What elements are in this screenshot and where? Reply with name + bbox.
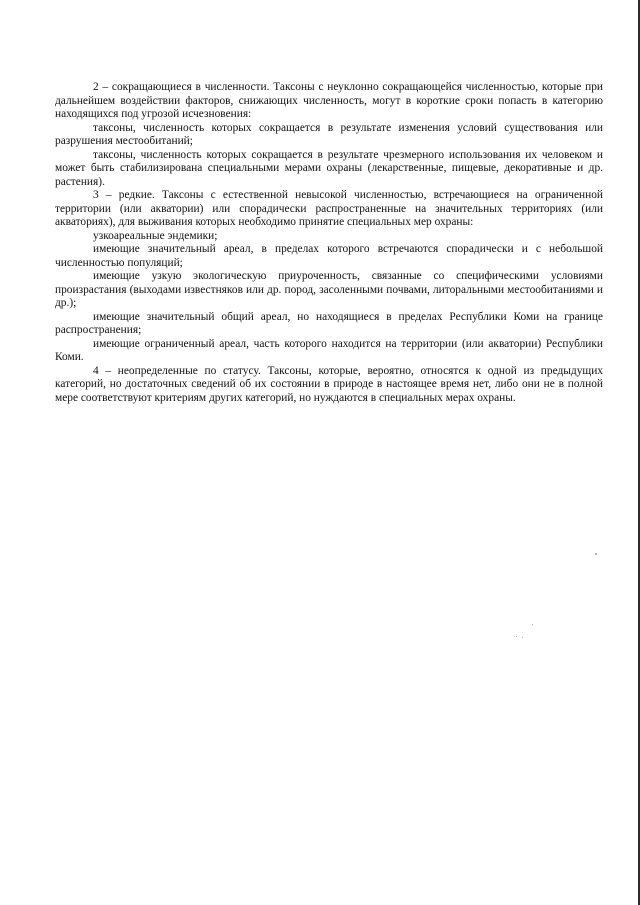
paragraph-category-3: 3 – редкие. Таксоны с естественной невысокой численностью, встречающиеся на ограниченной территории (или акватории) или спорадически распространенные на значительных территориях (или акваториях), для выживания которых необходимо принятие специальных мер охраны: (55, 189, 603, 228)
scan-speck (595, 553, 597, 555)
paragraph-category-4: 4 – неопределенные по статусу. Таксоны, которые, вероятно, относятся к одной из предыдущих категорий, но достаточных сведений об их состоянии в природе в настоящее время нет, либо они не в полной мере соответствуют критериям других категорий, но нуждаются в специальных мерах охраны. (55, 364, 603, 404)
document-body (55, 81, 603, 405)
paragraph-border-range: имеющие значительный общий ареал, но находящиеся в пределах Республики Коми на границе распространения; (55, 310, 603, 336)
paragraph-endemics: узкоареальные эндемики; (93, 229, 218, 242)
paragraph-sporadic: имеющие значительный ареал, в пределах которого встречаются спорадически и с небольшой численностью популяций; (55, 243, 603, 269)
paragraph-ecological: имеющие узкую экологическую приуроченность, связанные со специфическими условиями произрастания (выходами известняков или др. пород, засоленными почвами, литоральными местообитаниями и др.); (55, 270, 603, 309)
scan-speck (532, 624, 533, 625)
paragraph-habitat-loss: таксоны, численность которых сокращается в результате изменения условий существования или разрушения местообитаний; (55, 121, 603, 147)
scan-speck (516, 636, 517, 637)
scan-speck (522, 637, 523, 638)
paragraph-limited-range: имеющие ограниченный ареал, часть которого находится на территории (или акватории) Республики Коми. (55, 337, 603, 363)
paragraph-overuse: таксоны, численность которых сокращается в результате чрезмерного использования их человеком и может быть стабилизирована специальными мерами охраны (лекарственные, пищевые, декоративные и др. растения). (55, 148, 603, 188)
paragraph-category-2: 2 – сокращающиеся в численности. Таксоны с неуклонно сокращающейся численностью, которые при дальнейшем воздействии факторов, снижающих численность, могут в короткие сроки попасть в категорию находящихся под угрозой исчезновения: (55, 81, 603, 120)
